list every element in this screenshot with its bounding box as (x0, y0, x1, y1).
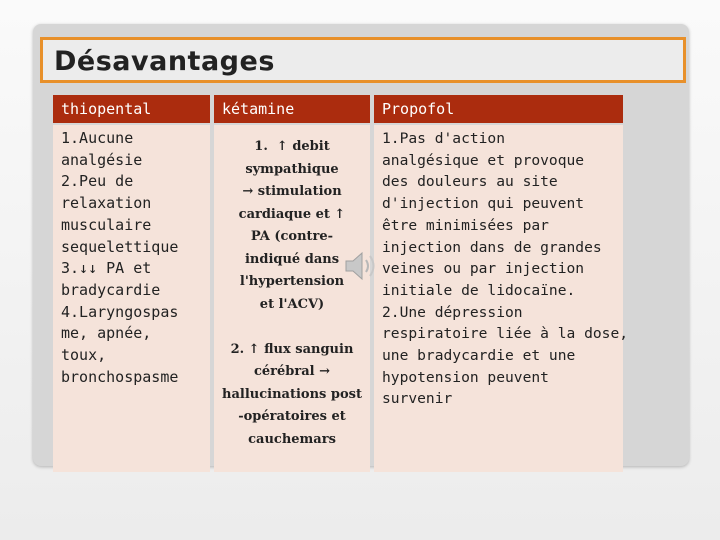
cell-ketamine: 1. ↑ debit sympathique → stimulation cardiaque et ↑ PA (contre- indiqué dans l'hypertension et l'ACV) 2. ↑ flux sanguin cérébral → hallucinations post -opératoires et cauchemars (214, 125, 370, 472)
cell-propofol: 1.Pas d'action analgésique et provoque des douleurs au site d'injection qui peuvent être minimisées par injection dans de grandes veines ou par injection initiale de lidocaïne. 2.Une dépression respiratoire liée à la dose, une bradycardie et une hypotension peuvent survenir (374, 125, 623, 472)
comparison-table (53, 95, 629, 472)
speaker-icon[interactable] (340, 248, 380, 284)
header-propofol: Propofol (374, 95, 623, 123)
header-thiopental: thiopental (53, 95, 210, 123)
cell-thiopental: 1.Aucune analgésie 2.Peu de relaxation musculaire sequelettique 3.↓↓ PA et bradycardie 4.Laryngospas me, apnée, toux, bronchospasme (53, 125, 210, 472)
slide-title: Désavantages (54, 46, 275, 77)
header-ketamine: kétamine (214, 95, 370, 123)
title-box (40, 37, 686, 83)
